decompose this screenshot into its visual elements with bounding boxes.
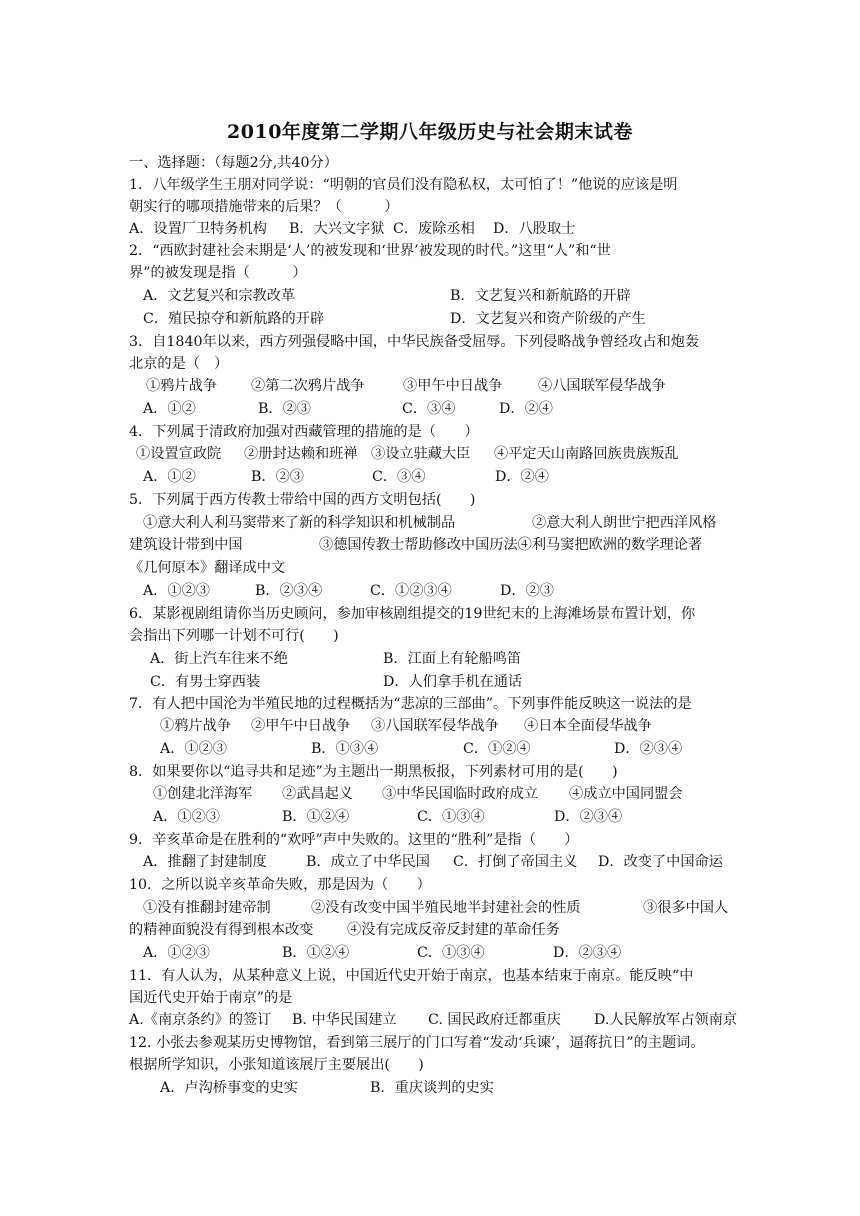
q11-stem-line2: 国近代史开始于南京”的是	[129, 990, 293, 1006]
q9-option-d: D．改变了中国命运	[598, 854, 723, 870]
q10-option-d: D．②③④	[553, 945, 622, 961]
q8-option-a: A．①②③	[153, 809, 220, 825]
q7-item-2: ②甲午中日战争	[251, 718, 351, 734]
q4-items	[136, 444, 756, 464]
q4-item-3: ③设立驻藏大臣	[371, 446, 471, 462]
q11-option-d: D.人民解放军占领南京	[594, 1012, 738, 1028]
q6-stem-line1: 6．某影视剧组请你当历史顾问，参加审核剧组提交的19世纪末的上海滩场景布置计划，你	[129, 606, 696, 622]
q4-item-1: ①设置宣政院	[136, 446, 222, 462]
q8-stem-line1: 8．如果要你以“追寻共和足迹”为主题出一期黑板报，下列素材可用的是( )	[129, 764, 618, 780]
q10-line3	[129, 920, 739, 940]
q7-item-3: ③八国联军侵华战争	[371, 718, 499, 734]
q12-options	[160, 1078, 740, 1098]
q1-stem-line2: 朝实行的哪项措施带来的后果？（ ）	[129, 199, 399, 215]
q4-stem-line1: 4．下列属于清政府加强对西藏管理的措施的是（ ）	[129, 424, 479, 440]
q8-item-1: ①创建北洋海军	[153, 786, 253, 802]
q6-options-row1	[150, 649, 750, 669]
q3-options	[143, 399, 743, 419]
q5-option-a: A．①②③	[143, 583, 210, 599]
q2-stem-line2: 界”的被发现是指（ ）	[129, 265, 307, 281]
q10-option-b: B．①②④	[282, 945, 350, 961]
q2-option-b: B．文艺复兴和新航路的开辟	[450, 288, 631, 304]
q4-item-4: ④平定天山南路回族贵族叛乱	[494, 446, 679, 462]
q3-item-1: ①鸦片战争	[146, 378, 217, 394]
q8-items	[153, 784, 733, 804]
q5-item-3-4: ③德国传教士帮助修改中国历法④利马窦把欧洲的数学理论著	[319, 537, 703, 553]
q8-options	[153, 807, 733, 827]
q9-option-c: C．打倒了帝国主义	[453, 854, 578, 870]
q5-item-1: ①意大利人利马窦带来了新的科学知识和机械制品	[143, 515, 456, 531]
q3-item-3: ③甲午中日战争	[403, 378, 503, 394]
q10-option-c: C．①③④	[417, 945, 485, 961]
q2-option-a: A．文艺复兴和宗教改革	[143, 288, 296, 304]
q9-option-b: B．成立了中华民国	[306, 854, 430, 870]
q3-item-4: ④八国联军侵华战争	[538, 378, 666, 394]
q7-stem-line1: 7．有人把中国沦为半殖民地的过程概括为“悲凉的三部曲”。下列事件能反映这一说法的是	[129, 696, 692, 712]
q4-option-d: D．②④	[495, 469, 549, 485]
q3-option-b: B．②③	[258, 401, 311, 417]
q10-item-3-cont: 的精神面貌没有得到根本改变	[129, 922, 314, 938]
q1-option-c: C．废除丞相	[393, 221, 475, 237]
q10-option-a: A．①②③	[143, 945, 210, 961]
q4-options	[143, 467, 743, 487]
q10-options	[143, 943, 743, 963]
q10-item-4: ④没有完成反帝反封建的革命任务	[347, 922, 560, 938]
q7-option-d: D．②③④	[614, 741, 683, 757]
q2-option-c: C．殖民掠夺和新航路的开辟	[143, 311, 325, 327]
q2-stem-line1: 2．“西欧封建社会末期是‘人’的被发现和‘世界’被发现的时代。”这里“人”和“世	[129, 243, 611, 259]
q1-option-a: A．设置厂卫特务机构	[129, 221, 267, 237]
q5-item-2-cont: 建筑设计带到中国	[129, 537, 243, 553]
q8-option-c: C．①③④	[417, 809, 485, 825]
q5-options	[143, 581, 743, 601]
q9-option-a: A．推翻了封建制度	[143, 854, 267, 870]
q6-option-d: D．人们拿手机在通话	[383, 674, 523, 690]
q11-option-b: B. 中华民国建立	[292, 1012, 397, 1028]
q7-item-1: ①鸦片战争	[160, 718, 231, 734]
q12-option-a: A．卢沟桥事变的史实	[160, 1080, 298, 1096]
q5-option-d: D．②③	[500, 583, 554, 599]
q7-option-c: C．①②④	[463, 741, 531, 757]
q1-options	[129, 219, 749, 239]
q1-stem-line1: 1．八年级学生王朋对同学说：“明朝的官员们没有隐私权，太可怕了！”他说的应该是明	[129, 177, 678, 193]
q3-option-a: A．①②	[143, 401, 196, 417]
q3-stem-line1: 3．自1840年以来，西方列强侵略中国，中华民族备受屈辱。下列侵略战争曾经攻占和炮轰	[129, 334, 700, 350]
q9-options	[143, 852, 743, 872]
q4-option-a: A．①②	[143, 469, 196, 485]
q8-item-3: ③中华民国临时政府成立	[382, 786, 539, 802]
section-heading: 一、选择题：（每题2分,共40分）	[129, 155, 338, 171]
q6-option-b: B．江面上有轮船鸣笛	[383, 651, 522, 667]
q3-stem-line2: 北京的是（ ）	[129, 356, 229, 372]
q7-option-b: B．①③④	[311, 741, 379, 757]
q11-options	[129, 1010, 739, 1030]
q10-item-3: ③很多中国人	[643, 900, 729, 916]
q11-option-c: C. 国民政府迁都重庆	[428, 1012, 561, 1028]
q10-stem-line1: 10．之所以说辛亥革命失败，那是因为（ ）	[129, 877, 431, 893]
q12-option-b: B．重庆谈判的史实	[370, 1080, 494, 1096]
q6-stem-line2: 会指出下列哪一计划不可行( )	[129, 628, 339, 644]
q11-option-a: A.《南京条约》的签订	[129, 1012, 272, 1028]
q4-item-2: ②册封达赖和班禅	[244, 446, 358, 462]
q1-option-b: B．大兴文字狱	[289, 221, 385, 237]
q5-line4: 《几何原本》翻译成中文	[129, 560, 286, 576]
q2-option-d: D．文艺复兴和资产阶级的产生	[450, 311, 646, 327]
q5-option-b: B．②③④	[255, 583, 323, 599]
q3-item-2: ②第二次鸦片战争	[251, 378, 365, 394]
q5-line2	[129, 513, 739, 533]
q10-item-2: ②没有改变中国半殖民地半封建社会的性质	[311, 900, 581, 916]
q7-items	[160, 716, 740, 736]
q8-item-2: ②武昌起义	[282, 786, 353, 802]
q11-stem-line1: 11．有人认为，从某种意义上说，中国近代史开始于南京，也基本结束于南京。能反映“中	[129, 968, 694, 984]
q8-option-d: D．②③④	[554, 809, 623, 825]
q2-options-row2	[143, 309, 743, 329]
q7-option-a: A．①②③	[160, 741, 227, 757]
q12-stem-line1: 12. 小张去参观某历史博物馆，看到第三展厅的门口写着“发动‘兵谏’，逼蒋抗日”的主题词。	[129, 1035, 705, 1051]
q7-item-4: ④日本全面侵华战争	[524, 718, 652, 734]
q7-options	[160, 739, 740, 759]
q5-option-c: C．①②③④	[370, 583, 452, 599]
q8-item-4: ④成立中国同盟会	[569, 786, 683, 802]
q10-line2	[129, 898, 739, 918]
q4-option-b: B．②③	[251, 469, 304, 485]
q12-stem-line2: 根据所学知识，小张知道该展厅主要展出( )	[129, 1057, 424, 1073]
exam-title: 2010年度第二学期八年级历史与社会期末试卷	[227, 121, 633, 143]
q3-option-d: D．②④	[499, 401, 553, 417]
q8-option-b: B．①②④	[282, 809, 350, 825]
q6-option-c: C．有男士穿西装	[150, 674, 261, 690]
q4-option-c: C．③④	[372, 469, 426, 485]
q1-option-d: D．八股取士	[493, 221, 576, 237]
q3-items	[143, 376, 743, 396]
q10-item-1: ①没有推翻封建帝制	[143, 900, 271, 916]
q2-options-row1	[143, 286, 743, 306]
q3-option-c: C．③④	[402, 401, 456, 417]
q5-line3	[129, 535, 739, 555]
q9-stem-line1: 9．辛亥革命是在胜利的“欢呼”声中失败的。这里的“胜利”是指（ ）	[129, 832, 579, 848]
q5-stem-line1: 5．下列属于西方传教士带给中国的西方文明包括( )	[129, 492, 476, 508]
q5-item-2: ②意大利人朗世宁把西洋风格	[532, 515, 717, 531]
q6-options-row2	[150, 672, 750, 692]
q6-option-a: A．街上汽车往来不绝	[150, 651, 288, 667]
